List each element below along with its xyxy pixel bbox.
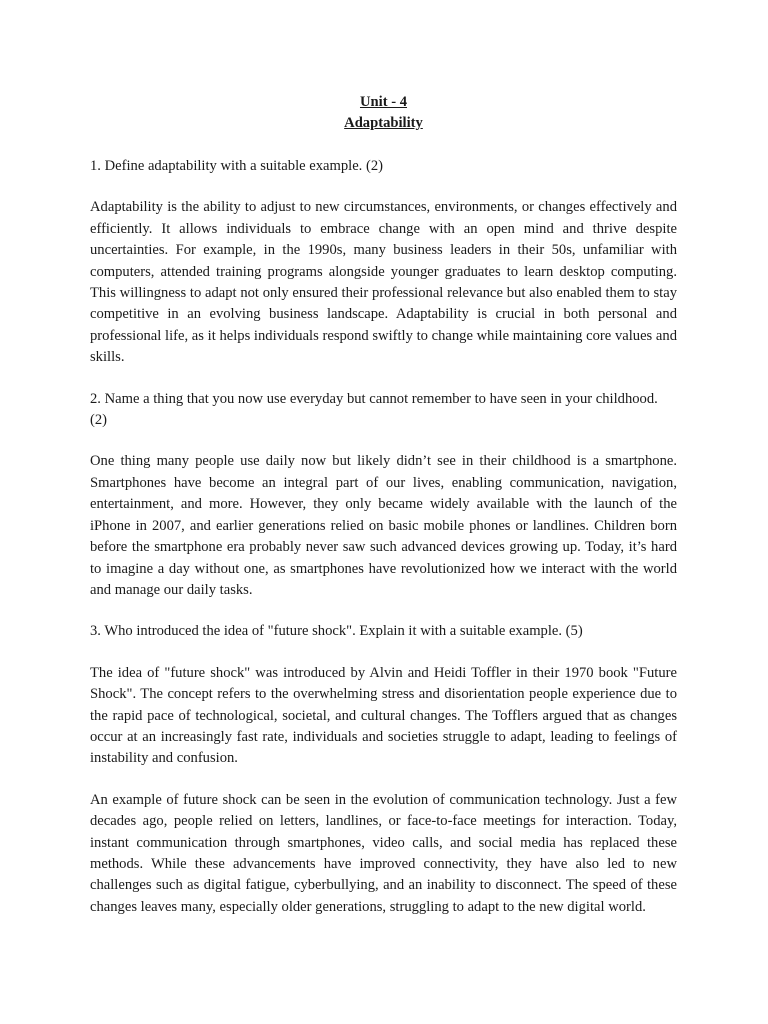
answer-3-paragraph-2: An example of future shock can be seen in the evolution of communication technology. Just a few decades ago, people relied on letters, landlines, or face-to-face meetings for interaction. Today, instant communication through smartphones, video calls, and social media has replaced these methods. While these advancements have improved connectivity, they have also led to new challenges such as digital fatigue, cyberbullying, and an inability to disconnect. The speed of these changes leaves many, especially older generations, struggling to adapt to the new digital world. bbox=[90, 791, 677, 915]
question-1: 1. Define adaptability with a suitable example. (2) bbox=[90, 158, 383, 174]
question-3: 3. Who introduced the idea of "future shock". Explain it with a suitable example. (5) bbox=[90, 623, 583, 640]
page-title: Adaptability bbox=[344, 115, 423, 131]
unit-heading: Unit - 4 bbox=[359, 94, 408, 110]
document-page bbox=[90, 92, 677, 918]
answer-3-paragraph-1: The idea of "future shock" was introduced by Alvin and Heidi Toffler in their 1970 book "Future Shock". The concept refers to the overwhelming stress and disorientation people experience due to the rapid pace of technological, societal, and cultural changes. The Tofflers argued that as changes occur at an increasingly fast rate, individuals and societies struggle to adapt, leading to feelings of instability and confusion. bbox=[90, 664, 677, 767]
answer-2-paragraph-1: One thing many people use daily now but likely didn’t see in their childhood is a smartphone. Smartphones have become an integral part of our lives, enabling communication, navigation, entertainment, and more. However, they only became widely available with the launch of the iPhone in 2007, and earlier generations relied on basic mobile phones or landlines. Children born before the smartphone era probably never saw such advanced devices growing up. Today, it’s hard to imagine a day without one, as smartphones have revolutionized how we interact with the world and manage our daily tasks. bbox=[90, 453, 677, 598]
question-2: 2. Name a thing that you now use everyday but cannot remember to have seen in your childhood. (2) bbox=[90, 390, 658, 429]
answer-1-paragraph-1: Adaptability is the ability to adjust to new circumstances, environments, or changes effectively and efficiently. It allows individuals to embrace change with an open mind and thrive despite uncertainties. For example, in the 1990s, many business leaders in their 50s, unfamiliar with computers, attended training programs alongside younger graduates to learn desktop computing. This willingness to adapt not only ensured their professional relevance but also enabled them to stay competitive in an evolving business landscape. Adaptability is crucial in both personal and professional life, as it helps individuals respond swiftly to change while maintaining core values and skills. bbox=[90, 199, 677, 366]
